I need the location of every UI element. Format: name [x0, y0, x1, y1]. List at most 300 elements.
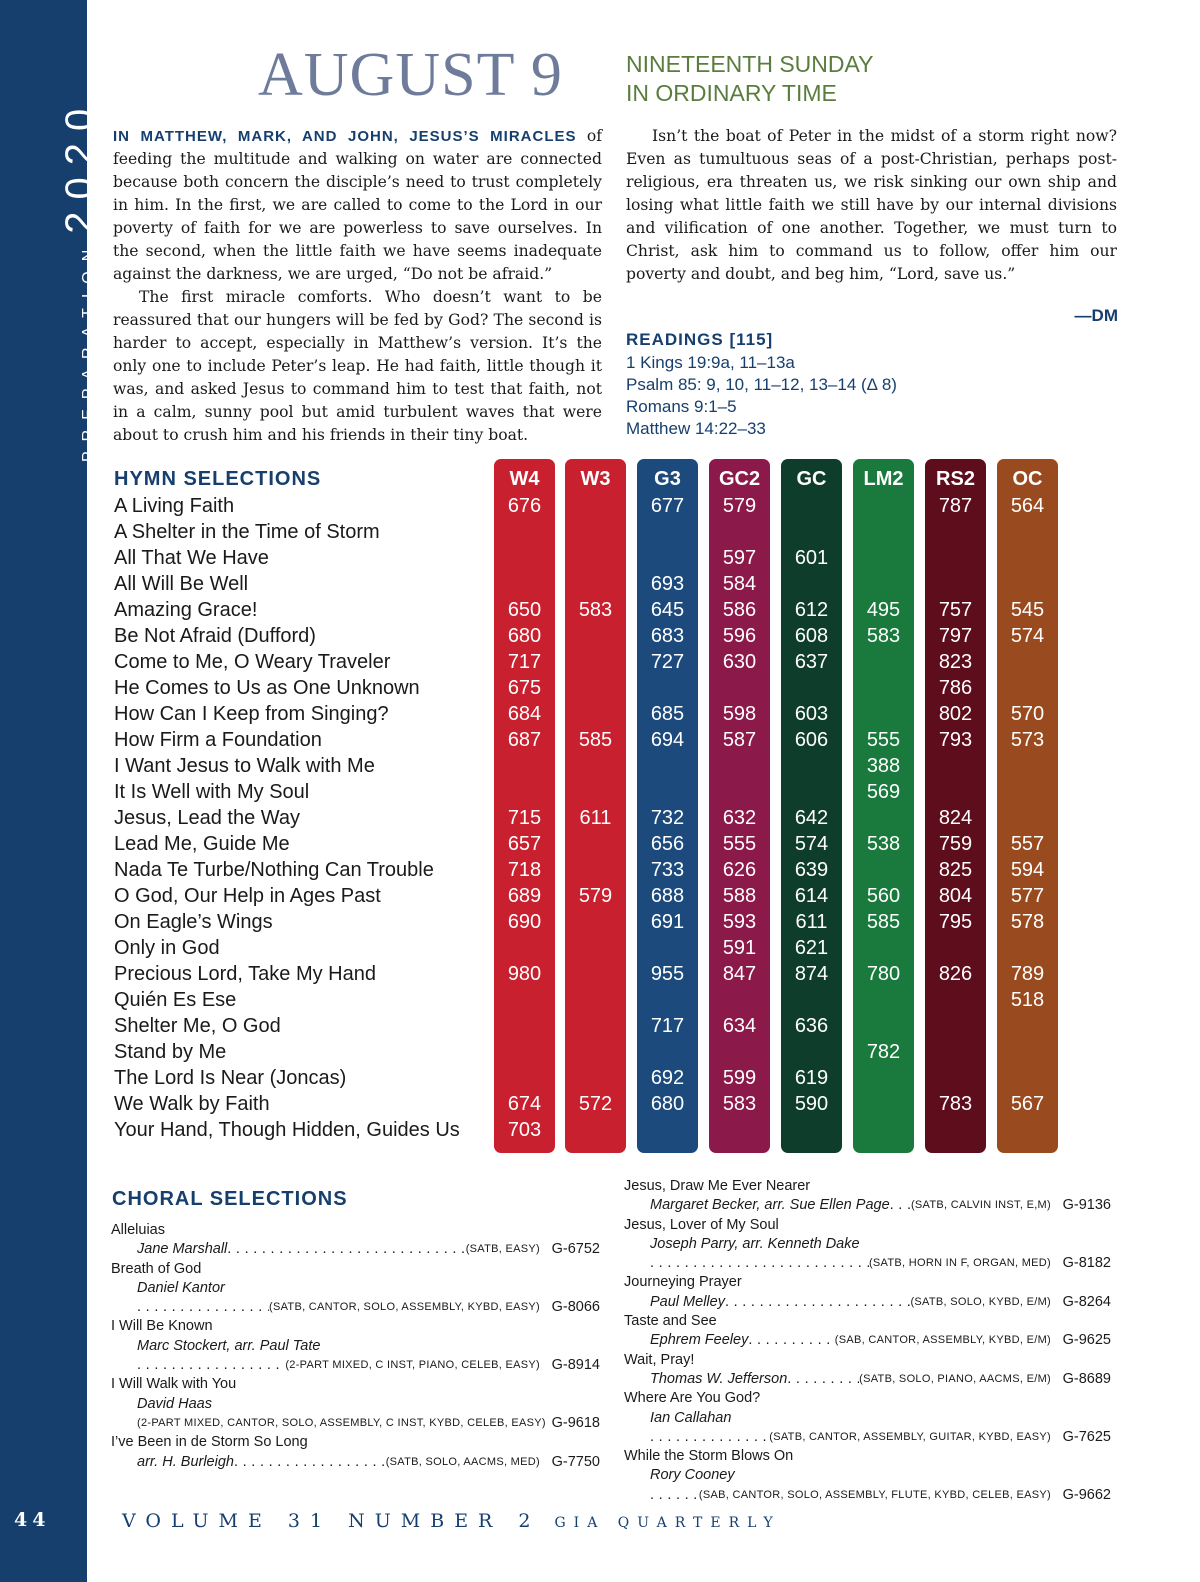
hymn-number — [565, 1117, 626, 1143]
choral-title: I’ve Been in de Storm So Long — [111, 1434, 308, 1451]
hymn-number — [709, 675, 770, 701]
hymn-number: 680 — [507, 625, 542, 647]
hymn-number — [853, 1065, 914, 1091]
hymnal-column-gc2 — [709, 459, 770, 1153]
intro-left-column — [113, 125, 602, 447]
hymn-number: 733 — [650, 859, 685, 881]
hymn-number — [997, 571, 1058, 597]
hymn-number: 703 — [507, 1119, 542, 1141]
choral-right-column — [624, 1177, 1111, 1505]
hymn-number: 583 — [578, 599, 613, 621]
hymn-title: How Firm a Foundation — [114, 729, 322, 751]
leader-dots — [137, 1356, 285, 1375]
hymn-number: 759 — [938, 833, 973, 855]
leader-dots — [748, 1331, 834, 1350]
choral-notes: (SATB, SOLO, AACMS, MED) — [385, 1455, 540, 1468]
hymn-number — [637, 519, 698, 545]
hymn-title: Quién Es Ese — [114, 989, 237, 1011]
hymn-number — [709, 987, 770, 1013]
hymn-number — [853, 805, 914, 831]
hymn-number — [925, 987, 986, 1013]
intro-paragraph-1 — [113, 125, 602, 286]
hymnal-column-g3 — [637, 459, 698, 1153]
hymn-number: 823 — [938, 651, 973, 673]
choral-code: G-8689 — [1062, 1370, 1111, 1387]
hymn-number — [494, 779, 555, 805]
hymn-number — [853, 1091, 914, 1117]
hymn-number — [997, 519, 1058, 545]
hymn-number: 593 — [722, 911, 757, 933]
hymn-number: 825 — [938, 859, 973, 881]
choral-author: Thomas W. Jefferson — [650, 1370, 788, 1387]
choral-notes: (SATB, SOLO, PIANO, AACMS, E/M) — [859, 1372, 1051, 1385]
choral-author: Ephrem Feeley — [650, 1332, 749, 1349]
hymn-number: 717 — [650, 1015, 685, 1037]
leader-dots — [650, 1428, 769, 1447]
choral-author: Joseph Parry, arr. Kenneth Dake — [650, 1235, 860, 1252]
hymn-number — [637, 1117, 698, 1143]
choral-title: While the Storm Blows On — [624, 1448, 794, 1465]
hymn-number — [565, 1039, 626, 1065]
hymn-number: 690 — [507, 911, 542, 933]
hymn-number — [494, 519, 555, 545]
hymn-number — [565, 987, 626, 1013]
readings — [626, 328, 897, 440]
hymn-number — [853, 519, 914, 545]
hymn-number — [565, 1065, 626, 1091]
choral-code: G-6752 — [551, 1241, 600, 1258]
hymn-number — [637, 675, 698, 701]
hymnal-header: GC — [796, 468, 827, 490]
hymn-number — [637, 935, 698, 961]
hymn-number — [853, 1117, 914, 1143]
hymn-number — [853, 649, 914, 675]
choral-selections-title: CHORAL SELECTIONS — [112, 1188, 348, 1210]
hymn-number: 569 — [866, 781, 901, 803]
hymn-number — [853, 857, 914, 883]
hymn-title: Precious Lord, Take My Hand — [114, 963, 376, 985]
hymn-number: 579 — [722, 495, 757, 517]
hymn-number: 596 — [722, 625, 757, 647]
hymn-number — [637, 987, 698, 1013]
hymn-number: 847 — [722, 963, 757, 985]
hymn-number: 688 — [650, 885, 685, 907]
hymn-number: 619 — [794, 1067, 829, 1089]
choral-title: I Will Walk with You — [111, 1376, 237, 1393]
hymn-number: 611 — [795, 911, 828, 933]
intro-p1-text: of feeding the multitude and walking on water are connected because both concern the disciple’s need to trust completely in him. In the first, we are called to come to the Lord in our poverty of faith for we are powerless to save ourselves. In the second, when the little faith we have seems inadequate against the darkness, we are urged, “Do not be afraid.” — [113, 127, 602, 283]
hymn-number: 692 — [650, 1067, 685, 1089]
hymn-number — [925, 753, 986, 779]
intro-paragraph-3: Isn’t the boat of Peter in the midst of a storm right now? Even as tumultuous seas of a post-Christian, perhaps post-religious, era threaten us, we risk sinking our own ship and losing what little faith we still have by our internal divisions and vilification of one another. Together, we must turn to Christ, ask him to command us to follow, offer him our poverty and doubt, and beg him, “Lord, save us.” — [626, 127, 1117, 283]
hymn-number: 802 — [938, 703, 973, 725]
hymn-number: 797 — [938, 625, 973, 647]
hymnal-header: W4 — [509, 468, 540, 490]
choral-author: Margaret Becker, arr. Sue Ellen Page — [650, 1197, 890, 1214]
hymn-title: Lead Me, Guide Me — [114, 833, 290, 855]
leader-dots — [227, 1240, 465, 1259]
choral-code: G-8914 — [551, 1357, 600, 1374]
hymn-number: 685 — [650, 703, 685, 725]
hymn-number: 874 — [794, 963, 829, 985]
hymnal-header: G3 — [654, 468, 681, 490]
hymn-number — [494, 753, 555, 779]
hymn-number — [494, 1065, 555, 1091]
hymn-number — [781, 493, 842, 519]
hymn-number: 656 — [650, 833, 685, 855]
choral-title: Where Are You God? — [624, 1390, 761, 1407]
hymn-number — [494, 935, 555, 961]
hymn-number — [565, 935, 626, 961]
hymn-number — [565, 909, 626, 935]
hymn-number: 555 — [866, 729, 901, 751]
hymn-number — [853, 987, 914, 1013]
hymn-number — [709, 1117, 770, 1143]
hymn-number — [781, 571, 842, 597]
leader-dots — [787, 1370, 859, 1389]
intro-lead: IN MATTHEW, MARK, AND JOHN, JESUS’S MIRACLES — [113, 128, 577, 145]
hymn-number: 630 — [722, 651, 757, 673]
hymn-number — [997, 1039, 1058, 1065]
hymn-number — [781, 519, 842, 545]
hymn-number: 642 — [794, 807, 829, 829]
hymn-number: 675 — [507, 677, 542, 699]
hymn-number: 591 — [722, 937, 757, 959]
choral-notes: (SAB, CANTOR, ASSEMBLY, KYBD, E/M) — [834, 1334, 1051, 1347]
hymn-number: 587 — [722, 729, 757, 751]
hymn-number: 586 — [722, 599, 757, 621]
hymn-title: We Walk by Faith — [114, 1093, 270, 1115]
hymn-number: 579 — [578, 885, 613, 907]
hymn-number — [565, 545, 626, 571]
hymn-title: He Comes to Us as One Unknown — [114, 677, 420, 699]
hymn-number — [781, 1039, 842, 1065]
choral-code: G-9662 — [1062, 1486, 1111, 1503]
hymn-number: 637 — [794, 651, 829, 673]
hymn-number — [781, 779, 842, 805]
hymn-number: 572 — [578, 1093, 613, 1115]
hymn-number — [925, 779, 986, 805]
choral-author: Rory Cooney — [650, 1467, 735, 1484]
hymn-number: 780 — [866, 963, 901, 985]
hymnal-header: LM2 — [863, 468, 904, 490]
hymn-title: Jesus, Lead the Way — [114, 807, 301, 829]
hymn-number: 680 — [650, 1093, 685, 1115]
choral-title: Breath of God — [111, 1260, 202, 1277]
hymn-number: 612 — [794, 599, 829, 621]
hymn-number — [781, 675, 842, 701]
hymn-title: Shelter Me, O God — [114, 1015, 281, 1037]
choral-title: Taste and See — [624, 1313, 717, 1330]
hymn-title: Be Not Afraid (Dufford) — [114, 625, 316, 647]
choral-notes: (SATB, CALVIN INST, E,M) — [910, 1199, 1051, 1212]
leader-dots — [890, 1196, 911, 1215]
leader-dots — [234, 1453, 386, 1472]
hymn-title: Only in God — [114, 937, 220, 959]
choral-author: Ian Callahan — [650, 1409, 732, 1426]
hymn-number — [997, 545, 1058, 571]
choral-code: G-9625 — [1062, 1332, 1111, 1349]
reading-item: Romans 9:1–5 — [626, 397, 737, 416]
hymn-number — [997, 1117, 1058, 1143]
hymn-number: 795 — [938, 911, 973, 933]
hymn-number: 782 — [866, 1041, 901, 1063]
occasion — [626, 50, 874, 108]
sidebar-word: PREPARATION — [80, 239, 97, 462]
hymnal-header: OC — [1012, 468, 1043, 490]
hymn-number: 567 — [1010, 1093, 1045, 1115]
choral-code: G-7750 — [551, 1453, 600, 1470]
hymn-number: 594 — [1010, 859, 1045, 881]
hymnal-column-w4 — [494, 459, 555, 1153]
signature: —DM — [1074, 306, 1118, 325]
choral-notes: (SAB, CANTOR, SOLO, ASSEMBLY, FLUTE, KYBD, CELEB, EASY) — [698, 1488, 1051, 1501]
hymn-number — [637, 753, 698, 779]
sidebar-label — [58, 97, 103, 462]
hymn-number: 574 — [1010, 625, 1045, 647]
hymn-number: 718 — [507, 859, 542, 881]
choral-author: Paul Melley — [650, 1293, 725, 1310]
hymn-number: 694 — [650, 729, 685, 751]
choral-code: G-8066 — [551, 1299, 600, 1316]
hymn-number — [925, 935, 986, 961]
hymn-number — [565, 493, 626, 519]
hymn-number: 590 — [794, 1093, 829, 1115]
hymn-number — [565, 961, 626, 987]
leader-dots — [725, 1293, 910, 1312]
hymn-selections-title: HYMN SELECTIONS — [114, 468, 322, 490]
hymnal-column-oc — [997, 459, 1058, 1153]
hymn-number — [853, 545, 914, 571]
choral-notes: (SATB, EASY) — [465, 1243, 540, 1256]
hymn-number — [997, 753, 1058, 779]
hymn-number — [997, 935, 1058, 961]
hymn-number: 585 — [578, 729, 613, 751]
hymn-number: 564 — [1010, 495, 1045, 517]
hymn-number: 601 — [794, 547, 829, 569]
hymn-number — [925, 519, 986, 545]
choral-title: Alleluias — [111, 1222, 165, 1238]
hymn-number — [853, 571, 914, 597]
hymn-number: 793 — [938, 729, 973, 751]
hymnal-header: GC2 — [718, 468, 761, 490]
hymn-number: 599 — [722, 1067, 757, 1089]
hymn-number — [565, 571, 626, 597]
reading-item: 1 Kings 19:9a, 11–13a — [626, 353, 795, 372]
hymnal-header: RS2 — [936, 468, 975, 490]
choral-title: Wait, Pray! — [624, 1351, 695, 1368]
hymn-number — [565, 519, 626, 545]
hymn-number: 574 — [794, 833, 829, 855]
hymn-number — [565, 701, 626, 727]
hymn-number — [565, 831, 626, 857]
hymn-title: The Lord Is Near (Joncas) — [114, 1067, 347, 1089]
choral-notes: (SATB, CANTOR, SOLO, ASSEMBLY, KYBD, EASY) — [269, 1301, 540, 1314]
hymn-number — [565, 753, 626, 779]
hymn-number — [997, 1065, 1058, 1091]
choral-notes: (2-PART MIXED, C INST, PIANO, CELEB, EASY) — [285, 1359, 540, 1372]
hymn-number: 538 — [866, 833, 901, 855]
choral-author: Marc Stockert, arr. Paul Tate — [137, 1337, 321, 1354]
hymn-number — [997, 805, 1058, 831]
choral-notes: (SATB, CANTOR, ASSEMBLY, GUITAR, KYBD, EASY) — [769, 1430, 1051, 1443]
hymn-number: 684 — [507, 703, 542, 725]
hymn-title: Your Hand, Though Hidden, Guides Us — [114, 1119, 460, 1141]
hymn-number: 717 — [507, 651, 542, 673]
hymn-number — [853, 1013, 914, 1039]
intro-right-column — [626, 125, 1117, 286]
hymn-number: 955 — [650, 963, 685, 985]
hymn-number — [709, 519, 770, 545]
hymn-number — [637, 779, 698, 805]
choral-notes: (SATB, HORN IN F, ORGAN, MED) — [868, 1257, 1051, 1270]
choral-left-column — [111, 1221, 600, 1472]
choral-code: G-9618 — [551, 1414, 600, 1431]
hymn-number: 804 — [938, 885, 973, 907]
occasion-line-1: NINETEENTH SUNDAY — [626, 51, 874, 77]
page-number: 44 — [14, 1509, 51, 1531]
hymn-number: 824 — [938, 807, 973, 829]
hymn-title: O God, Our Help in Ages Past — [114, 885, 381, 907]
choral-title: Jesus, Lover of My Soul — [624, 1216, 779, 1233]
hymn-number — [853, 493, 914, 519]
hymn-number: 621 — [794, 937, 829, 959]
hymn-number: 584 — [722, 573, 757, 595]
hymn-number: 598 — [722, 703, 757, 725]
hymn-number: 650 — [507, 599, 542, 621]
hymn-number — [997, 675, 1058, 701]
sidebar-year: 2020 — [58, 96, 102, 234]
reading-item: Matthew 14:22–33 — [626, 419, 766, 438]
hymn-number: 645 — [650, 599, 685, 621]
hymn-number: 560 — [866, 885, 901, 907]
hymnal-column-rs2 — [925, 459, 986, 1153]
hymn-number: 689 — [507, 885, 542, 907]
hymn-number — [494, 571, 555, 597]
hymn-number: 727 — [650, 651, 685, 673]
hymn-number — [925, 1065, 986, 1091]
hymn-number: 606 — [794, 729, 829, 751]
hymn-number — [565, 1013, 626, 1039]
hymn-number: 677 — [650, 495, 685, 517]
hymn-number — [997, 779, 1058, 805]
choral-author: Jane Marshall — [137, 1241, 228, 1258]
hymn-title-list — [114, 493, 460, 1143]
sidebar — [0, 0, 102, 1582]
footer-volume: VOLUME 31 NUMBER 2 — [122, 1510, 541, 1532]
hymn-number: 608 — [794, 625, 829, 647]
choral-notes: (2-PART MIXED, CANTOR, SOLO, ASSEMBLY, C INST, KYBD, CELEB, EASY) — [137, 1416, 546, 1429]
leader-dots — [650, 1254, 869, 1273]
hymn-number: 611 — [579, 807, 612, 829]
hymn-number: 573 — [1010, 729, 1045, 751]
hymn-number: 980 — [507, 963, 542, 985]
hymn-number: 570 — [1010, 703, 1045, 725]
hymn-title: A Shelter in the Time of Storm — [114, 521, 380, 543]
hymn-title: All Will Be Well — [114, 573, 249, 595]
hymn-number: 783 — [938, 1093, 973, 1115]
choral-code: G-8264 — [1062, 1293, 1111, 1310]
hymn-number — [925, 1039, 986, 1065]
hymn-title: Stand by Me — [114, 1041, 227, 1063]
hymn-number — [997, 649, 1058, 675]
hymn-number — [709, 753, 770, 779]
choral-author: Daniel Kantor — [137, 1279, 225, 1296]
hymn-number: 585 — [866, 911, 901, 933]
page-title: AUGUST 9 — [258, 41, 563, 109]
hymn-number — [853, 675, 914, 701]
hymn-number: 691 — [650, 911, 685, 933]
hymn-number — [781, 987, 842, 1013]
hymn-number: 636 — [794, 1015, 829, 1037]
hymn-number: 557 — [1010, 833, 1045, 855]
footer — [122, 1510, 781, 1532]
hymn-number: 786 — [938, 677, 973, 699]
hymn-number: 789 — [1010, 963, 1045, 985]
hymn-number: 388 — [866, 755, 901, 777]
hymn-title: It Is Well with My Soul — [114, 781, 310, 803]
hymn-number: 495 — [866, 599, 901, 621]
hymn-number — [709, 1039, 770, 1065]
footer-publication: GIA QUARTERLY — [554, 1515, 781, 1531]
hymn-number: 732 — [650, 807, 685, 829]
choral-title: I Will Be Known — [111, 1318, 213, 1335]
hymn-number — [565, 623, 626, 649]
hymn-number — [997, 1013, 1058, 1039]
reading-item: Psalm 85: 9, 10, 11–12, 13–14 (Δ 8) — [626, 375, 897, 394]
leader-dots — [137, 1298, 269, 1317]
hymn-number — [494, 1039, 555, 1065]
hymn-number — [925, 571, 986, 597]
hymn-number: 826 — [938, 963, 973, 985]
hymnal-column-lm2 — [853, 459, 914, 1153]
occasion-line-2: IN ORDINARY TIME — [626, 80, 837, 106]
hymn-number: 657 — [507, 833, 542, 855]
hymn-number: 639 — [794, 859, 829, 881]
hymn-number — [709, 779, 770, 805]
hymnal-column-gc — [781, 459, 842, 1153]
hymn-number: 583 — [866, 625, 901, 647]
hymn-number: 583 — [722, 1093, 757, 1115]
hymn-number: 787 — [938, 495, 973, 517]
hymn-number — [494, 545, 555, 571]
choral-author: arr. H. Burleigh — [137, 1453, 234, 1470]
hymn-number: 715 — [507, 807, 542, 829]
hymn-number: 676 — [507, 495, 542, 517]
hymn-number: 578 — [1010, 911, 1045, 933]
hymn-number — [494, 987, 555, 1013]
hymn-number: 614 — [794, 885, 829, 907]
hymn-number — [494, 1013, 555, 1039]
hymn-number: 683 — [650, 625, 685, 647]
hymn-number — [853, 935, 914, 961]
choral-code: G-9136 — [1062, 1197, 1111, 1214]
choral-code: G-7625 — [1062, 1428, 1111, 1445]
hymn-number: 577 — [1010, 885, 1045, 907]
choral-author: David Haas — [137, 1395, 212, 1412]
choral-code: G-8182 — [1062, 1255, 1111, 1272]
hymn-number — [565, 675, 626, 701]
leader-dots — [650, 1486, 699, 1505]
hymn-number — [565, 649, 626, 675]
hymn-title: How Can I Keep from Singing? — [114, 703, 389, 725]
hymn-number: 597 — [722, 547, 757, 569]
hymn-title: All That We Have — [114, 547, 269, 569]
hymn-number: 674 — [507, 1093, 542, 1115]
hymn-number: 518 — [1010, 989, 1045, 1011]
hymn-number: 634 — [722, 1015, 757, 1037]
hymn-title: Amazing Grace! — [114, 599, 258, 621]
